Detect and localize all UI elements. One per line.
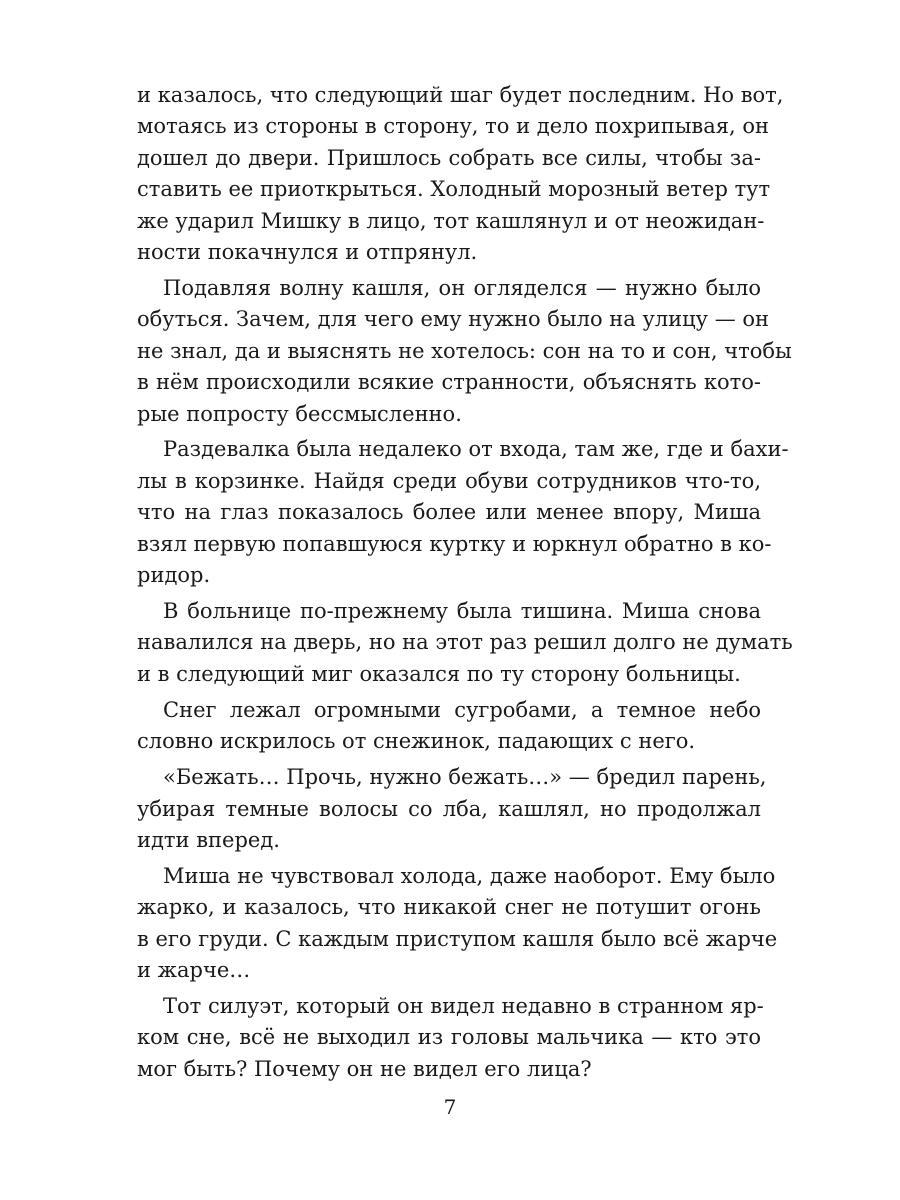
text-line: взял первую попавшуюся куртку и юркнул обратно в ко- <box>137 531 772 556</box>
text-line: в нём происходили всякие странности, объяснять кото- <box>137 370 761 395</box>
text-line: Снег лежал огромными сугробами, а темное небо <box>163 697 761 722</box>
text-line: Подавляя волну кашля, он огляделся — нужно было <box>163 275 761 300</box>
text-line: Миша не чувствовал холода, даже наоборот. Ему было <box>163 863 776 888</box>
paragraph <box>137 80 784 268</box>
text-line: «Бежать… Прочь, нужно бежать…» — бредил парень, <box>163 765 767 790</box>
text-line: навалился на дверь, но на этот раз решил долго не думать <box>137 630 793 655</box>
text-line: ности покачнулся и отпрянул. <box>137 239 478 264</box>
text-line: и жарче… <box>137 958 251 983</box>
text-line: В больнице по-прежнему была тишина. Миша снова <box>163 599 761 624</box>
page-number: 7 <box>443 1095 457 1119</box>
text-line: идти вперед. <box>137 827 280 852</box>
text-line: мог быть? Почему он не видел его лица? <box>137 1056 592 1081</box>
text-line: мотаясь из стороны в сторону, то и дело похрипывая, он <box>137 114 769 139</box>
text-line: жарко, и казалось, что никакой снег не потушит огонь <box>137 895 761 920</box>
paragraph <box>137 762 767 856</box>
text-line: в его груди. С каждым приступом кашля было всё жарче <box>137 926 778 951</box>
paragraph <box>137 596 793 690</box>
text-line: дошел до двери. Пришлось собрать все силы, чтобы за- <box>137 145 761 170</box>
text-line: что на глаз показалось более или менее впору, Миша <box>137 500 761 525</box>
text-line: и казалось, что следующий шаг будет последним. Но вот, <box>137 83 784 107</box>
text-line: ридор. <box>137 563 211 588</box>
text-line: словно искрилось от снежинок, падающих с него. <box>137 729 696 754</box>
text-line: Раздевалка была недалеко от входа, там же, где и бахи- <box>163 437 789 462</box>
text-line: лы в корзинке. Найдя среди обуви сотрудников что-то, <box>137 468 761 493</box>
body-text <box>137 80 793 1090</box>
paragraph <box>137 273 792 430</box>
text-line: же ударил Мишку в лицо, тот кашлянул и от неожидан- <box>137 208 765 233</box>
text-line: Тот силуэт, который он видел недавно в странном яр- <box>163 994 764 1019</box>
paragraph <box>137 434 789 591</box>
paragraph <box>137 861 778 987</box>
paragraph <box>137 991 764 1085</box>
text-line: не знал, да и выяснять не хотелось: сон на то и сон, чтобы <box>137 338 792 363</box>
text-line: убирая темные волосы со лба, кашлял, но продолжал <box>137 796 761 821</box>
text-line: рые попросту бессмысленно. <box>137 401 462 426</box>
text-line: ставить ее приоткрыться. Холодный морозный ветер тут <box>137 177 771 202</box>
text-line: ком сне, всё не выходил из головы мальчика — кто это <box>137 1025 761 1050</box>
text-line: обуться. Зачем, для чего ему нужно было на улицу — он <box>137 307 770 332</box>
text-line: и в следующий миг оказался по ту сторону больницы. <box>137 661 741 686</box>
paragraph <box>137 695 761 758</box>
